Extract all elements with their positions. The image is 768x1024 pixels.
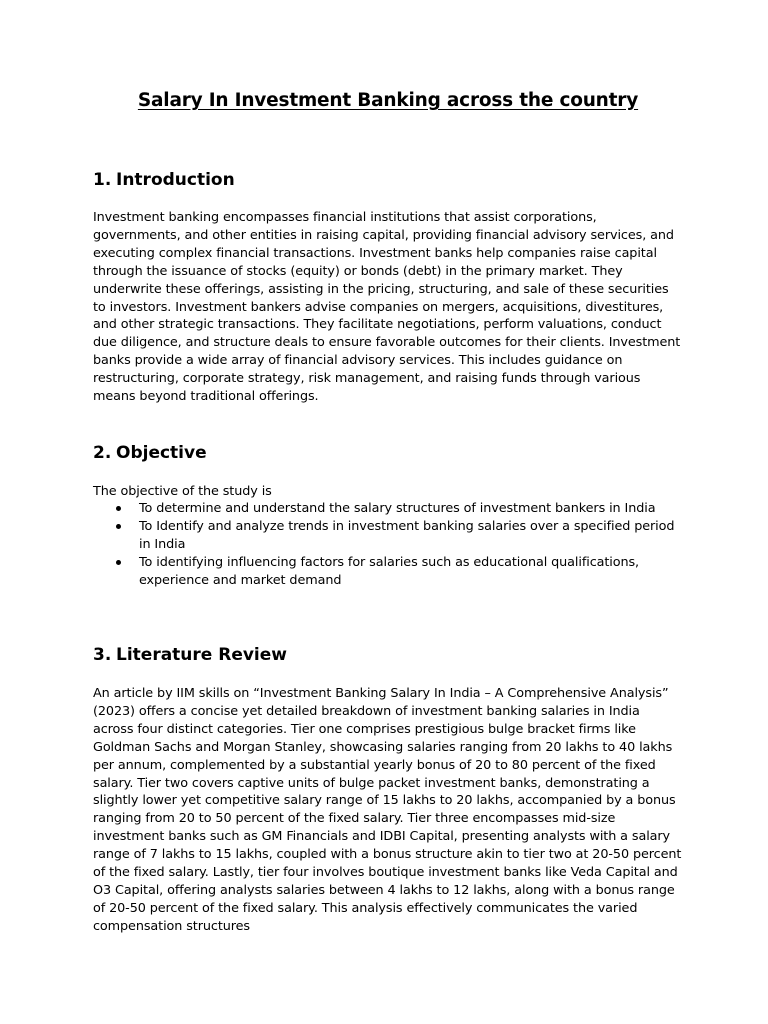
objective-intro-text: The objective of the study is: [93, 484, 272, 499]
bullet-icon: [116, 524, 121, 529]
section-heading-objective: [93, 443, 207, 463]
introduction-paragraph: Investment banking encompasses financial institutions that assist corporations, governments, and other entities in raising capital, providing financial advisory services, and executing complex financial transactions. Investment banks help companies raise capital through the issuance of stocks (equity) or bonds (debt) in the primary market. They underwrite these offerings, assisting in the pricing, structuring, and sale of these securities to investors. Investment bankers advise companies on mergers, acquisitions, divestitures, and other strategic transactions. They facilitate negotiations, perform valuations, conduct due diligence, and structure deals to ensure favorable outcomes for their clients. Investment banks provide a wide array of financial advisory services. This includes guidance on restructuring, corporate strategy, risk management, and raising funds through various means beyond traditional offerings.: [93, 210, 681, 405]
list-item: [93, 554, 683, 590]
bullet-icon: [116, 560, 121, 565]
list-item-text: To identifying influencing factors for salaries such as educational qualifications, experience and market demand: [139, 554, 640, 588]
bullet-icon: [116, 506, 121, 511]
objective-bullet-list: [93, 500, 683, 590]
section-number: 2.: [93, 443, 112, 463]
section-heading-literature-review: [93, 645, 287, 665]
list-item-text: To determine and understand the salary structures of investment bankers in India: [139, 501, 656, 516]
section-number: 1.: [93, 170, 112, 190]
section-heading-text: Introduction: [116, 170, 235, 190]
section-heading-introduction: [93, 170, 235, 190]
section-heading-text: Literature Review: [116, 645, 287, 665]
section-number: 3.: [93, 645, 112, 665]
list-item: [93, 518, 683, 554]
document-title: Salary In Investment Banking across the country: [137, 90, 639, 111]
list-item-text: To Identify and analyze trends in investment banking salaries over a specified period in India: [139, 518, 675, 552]
list-item: [93, 500, 683, 518]
section-heading-text: Objective: [116, 443, 207, 463]
literature-review-paragraph: An article by IIM skills on “Investment Banking Salary In India – A Comprehensive Analysis” (2023) offers a concise yet detailed breakdown of investment banking salaries in India across four distinct categories. Tier one comprises prestigious bulge bracket firms like Goldman Sachs and Morgan Stanley, showcasing salaries ranging from 20 lakhs to 40 lakhs per annum, complemented by a substantial yearly bonus of 20 to 80 percent of the fixed salary. Tier two covers captive units of bulge packet investment banks, demonstrating a slightly lower yet competitive salary range of 15 lakhs to 20 lakhs, accompanied by a bonus ranging from 20 to 50 percent of the fixed salary. Tier three encompasses mid-size investment banks such as GM Financials and IDBI Capital, presenting analysts with a salary range of 7 lakhs to 15 lakhs, coupled with a bonus structure akin to tier two at 20-50 percent of the fixed salary. Lastly, tier four involves boutique investment banks like Veda Capital and O3 Capital, offering analysts salaries between 4 lakhs to 12 lakhs, along with a bonus range of 20-50 percent of the fixed salary. This analysis effectively communicates the varied compensation structures: [93, 686, 682, 934]
